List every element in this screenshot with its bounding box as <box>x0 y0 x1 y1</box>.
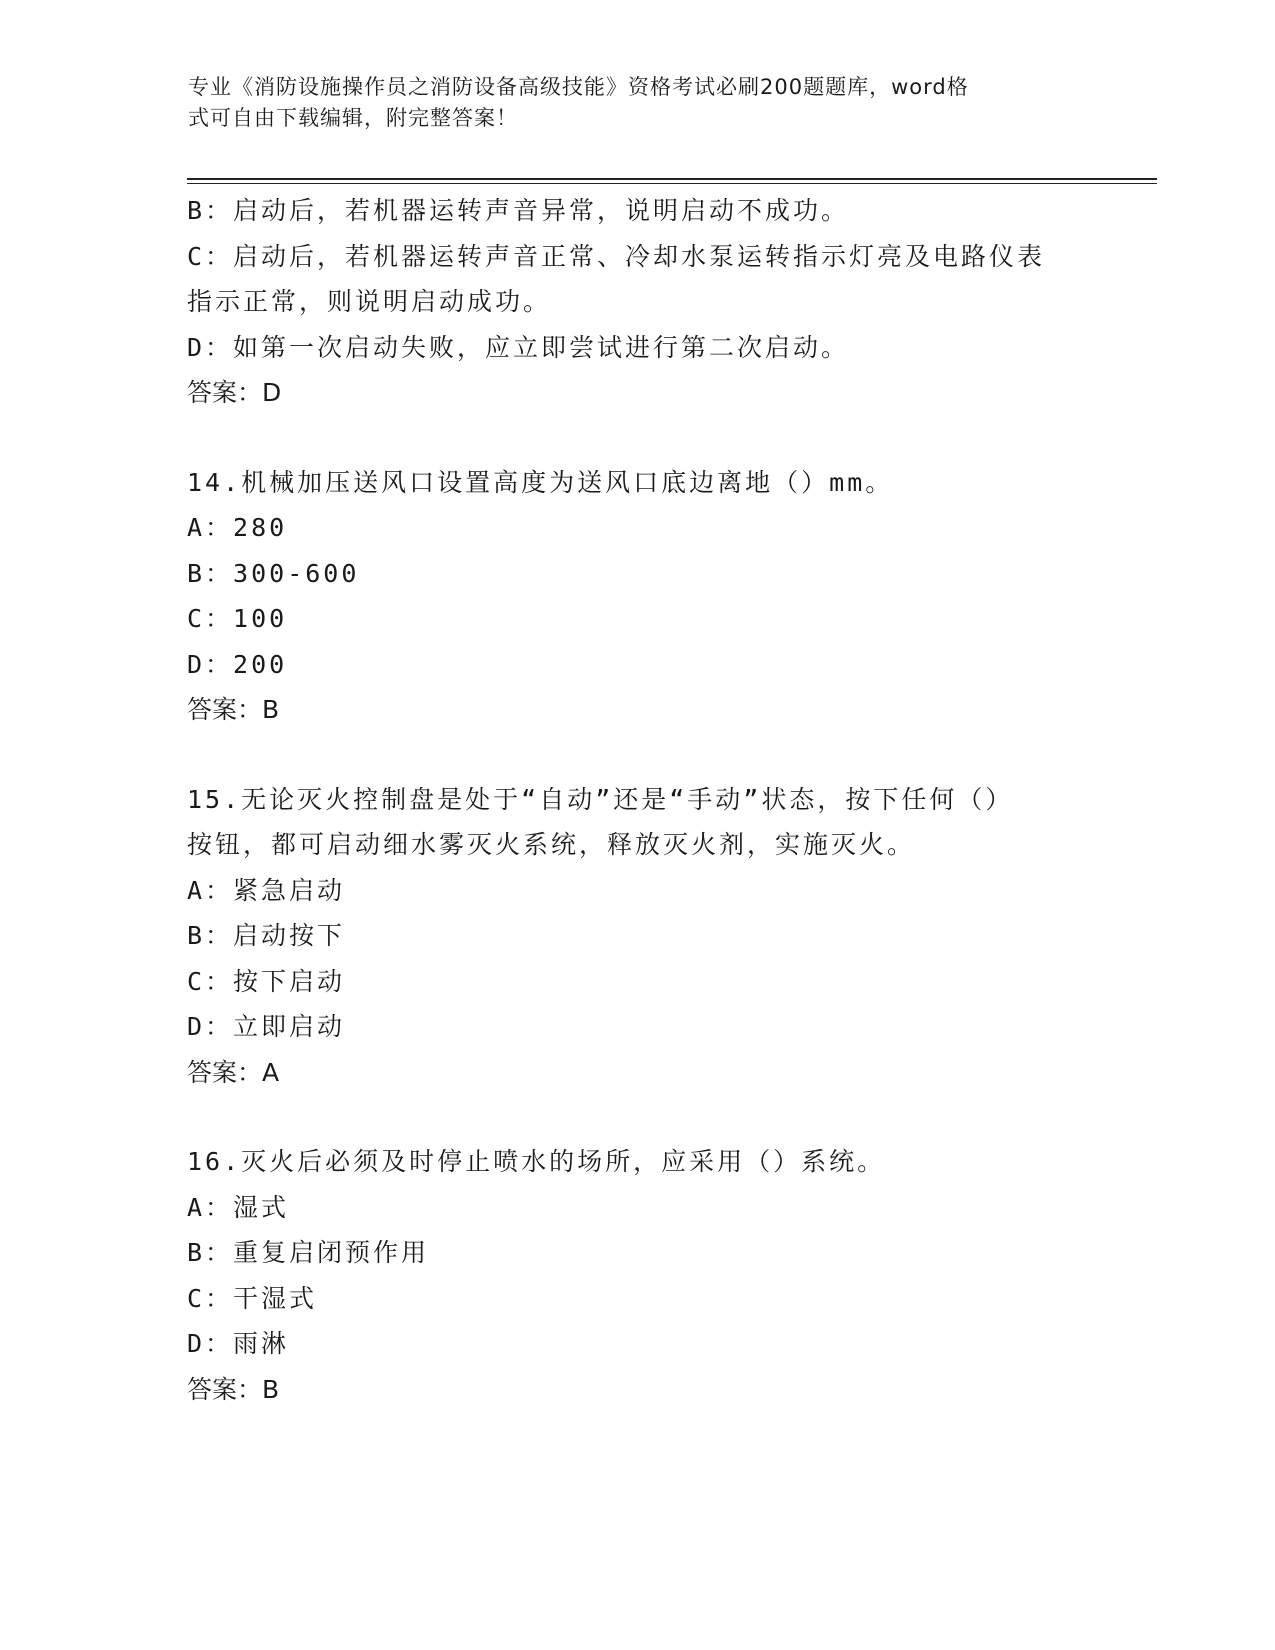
option-d: D：立即启动 <box>187 1012 346 1041</box>
option-c-continued: 指示正常，则说明启动成功。 <box>187 287 552 316</box>
question-stem: 16.灭火后必须及时停止喷水的场所，应采用（）系统。 <box>187 1147 886 1176</box>
option-b: B：重复启闭预作用 <box>187 1238 430 1267</box>
header-divider-thick <box>187 178 1157 180</box>
option-c: C：按下启动 <box>187 966 346 996</box>
question-content <box>187 188 1087 1412</box>
header-line-1: 专业《消防设施操作员之消防设备高级技能》资格考试必刷200题题库，word格 <box>188 75 969 99</box>
option-a: A：280 <box>187 513 288 542</box>
option-d: D：雨淋 <box>187 1329 290 1358</box>
option-d: D：如第一次启动失败，应立即尝试进行第二次启动。 <box>187 332 850 362</box>
question-13-fragment <box>187 188 1087 416</box>
question-14 <box>187 460 1087 733</box>
option-c: C：启动后，若机器运转声音正常、冷却水泵运转指示灯亮及电路仪表 <box>187 241 1046 271</box>
header-divider-thin <box>187 183 1157 184</box>
question-stem: 14.机械加压送风口设置高度为送风口底边离地（）mm。 <box>187 467 894 497</box>
option-a: A：湿式 <box>187 1192 290 1222</box>
option-b: B：启动按下 <box>187 921 346 950</box>
question-15 <box>187 777 1087 1096</box>
spacer <box>187 416 1087 460</box>
answer-line: 答案：A <box>187 1057 280 1087</box>
option-a: A：紧急启动 <box>187 875 346 905</box>
header-line-2: 式可自由下载编辑，附完整答案！ <box>188 106 518 130</box>
question-16 <box>187 1139 1087 1412</box>
option-c: C：干湿式 <box>187 1283 318 1313</box>
option-b: B：300-600 <box>187 558 360 588</box>
spacer <box>187 1095 1087 1139</box>
answer-line: 答案：B <box>187 695 280 724</box>
option-c: C：100 <box>187 604 288 633</box>
question-stem: 15.无论灭火控制盘是处于“自动”还是“手动”状态，按下任何（） <box>187 784 1014 814</box>
answer-line: 答案：D <box>187 378 282 407</box>
document-header <box>188 72 1088 134</box>
option-b: B：启动后，若机器运转声音异常，说明启动不成功。 <box>187 196 850 225</box>
spacer <box>187 733 1087 777</box>
question-stem-continued: 按钮，都可启动细水雾灭火系统，释放灭火剂，实施灭火。 <box>187 830 916 859</box>
option-d: D：200 <box>187 649 288 679</box>
answer-line: 答案：B <box>187 1374 280 1404</box>
